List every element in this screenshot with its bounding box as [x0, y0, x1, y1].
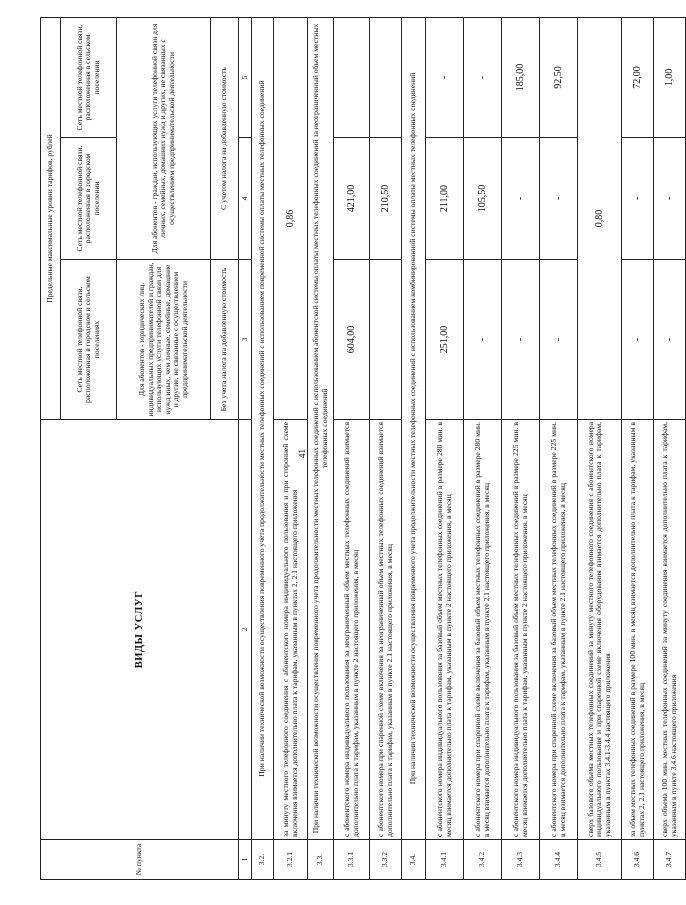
tariff-value-v3: 604,00 — [334, 260, 370, 420]
page-number: 41 — [297, 449, 307, 458]
tariff-value-v4: - — [654, 138, 686, 260]
row-number: 3.4.7 — [654, 840, 686, 880]
column-number-3: 3 — [239, 260, 252, 420]
tariff-value-v4: - — [622, 138, 654, 260]
table-row — [654, 17, 686, 879]
row-number: 3.3.2 — [370, 840, 402, 880]
service-description: сверх объема 100 мин. местных телефонных соединений за минуту соединения взимается дополнительно плата к тарифам, указанным в пункте 3.4.6 настоящего приложения — [654, 420, 686, 840]
row-number: 3.4.4 — [540, 840, 578, 880]
tariff-value-v4: 105,50 — [464, 138, 502, 260]
table-row — [308, 17, 334, 879]
row-number: 3.4.3 — [502, 840, 540, 880]
tariff-value-v3: - — [540, 260, 578, 420]
row-number: 3.4.6 — [622, 840, 654, 880]
row-number: 3.2. — [252, 840, 274, 880]
row-number: 3.3. — [308, 840, 334, 880]
column-number-5: 5 — [239, 17, 252, 137]
table-row — [334, 17, 370, 879]
table-row — [622, 17, 654, 879]
service-description: с абонентского номера при спаренной схеме включения за базовый объем местных телефонных соединений в размере 225 мин. в месяц взимается дополнительно плата к тарифам, указанным в пункте 2.1 настоящего приложения, в месяц — [540, 420, 578, 840]
tariff-value-all: 0,80 — [578, 17, 622, 419]
row-number: 3.4. — [402, 840, 426, 880]
header-tariff-group: Предельные максимальные уровни тарифов, рублей — [41, 17, 61, 419]
table-row — [426, 17, 464, 879]
tariff-value-v5 — [334, 17, 370, 137]
service-description: сверх базового объема местных телефонных соединений за минуту местного телефонного соединения с абонентского номера индивидуального пользования и при спаренной схеме включения оборудования взимается дополнительно плата к тарифам, указанным в пунктах 3.4.1-3.4.4 настоящего приложения — [578, 420, 622, 840]
column-number-4: 4 — [239, 138, 252, 260]
table-row — [274, 17, 308, 879]
tariff-value-v4: 210,50 — [370, 138, 402, 260]
row-number: 3.3.1 — [334, 840, 370, 880]
table-row — [402, 17, 426, 879]
tariff-value-v3: - — [654, 260, 686, 420]
tariff-table — [40, 17, 686, 880]
section-heading: При наличии технической возможности осуществления повременного учета продолжительности местных телефонных соединений с использованием комбинированной системы оплаты местных телефонных соединений — [402, 17, 426, 839]
header-net-city: Сеть местной телефонной связи, расположенная в городском и сельском поселениях — [61, 260, 117, 420]
header-vat-excluded: Без учета налога на добавленную стоимость — [211, 260, 239, 420]
row-number: 3.4.5 — [578, 840, 622, 880]
tariff-value-v3 — [370, 260, 402, 420]
tariff-value-v5 — [370, 17, 402, 137]
row-number: 3.4.1 — [426, 840, 464, 880]
tariff-value-v5: - — [464, 17, 502, 137]
table-row — [370, 17, 402, 879]
tariff-value-v4: 421,00 — [334, 138, 370, 260]
service-description: с абонентского номера при спаренной схеме включения за базовый объем местных телефонных соединений в размере 280 мин. в месяц взимается дополнительно плата к тарифам, указанным в пункте 2.1 настоящего приложения, в месяц — [464, 420, 502, 840]
header-subscribers-citizens: Для абонентов - граждан, использующих услуги телефонной связи для личных, семейных, домашних нужд и других, не связанных с осуществлением предпринимательской деятельности — [117, 17, 211, 259]
row-number: 3.2.1 — [274, 840, 308, 880]
table-row — [578, 17, 622, 879]
table-row — [464, 17, 502, 879]
tariff-value-v3: - — [502, 260, 540, 420]
header-services: ВИДЫ УСЛУГ — [41, 420, 239, 840]
tariff-value-v4: 211,00 — [426, 138, 464, 260]
service-description: с абонентского номера индивидуального пользования за неограниченный объем местных телефонных соединений взимается дополнительно плата к тарифам, указанным в пункте 2 настоящего приложения, в месяц — [334, 420, 370, 840]
header-net-urban: Сеть местной телефонной связи, расположенная в городском поселении — [61, 138, 117, 260]
tariff-value-v4: - — [502, 138, 540, 260]
service-description: за минуту местного телефонного соединения с абонентского номера индивидуального пользования и при сторонней схеме включения взимается дополнительно плата к тарифам, указанным в пунктах 2, 2.1 настоящего приложения — [274, 420, 308, 840]
tariff-value-v3: - — [464, 260, 502, 420]
header-vat-included: С учетом налога на добавленную стоимость — [211, 17, 239, 259]
table-row — [540, 17, 578, 879]
tariff-table-rotated — [40, 18, 678, 880]
table-row — [252, 17, 274, 879]
header-net-rural: Сеть местной телефонной связи, расположенная в сельском поселении — [61, 17, 117, 137]
table-row — [502, 17, 540, 879]
tariff-value-v5: 1,00 — [654, 17, 686, 137]
section-heading: При наличии технической возможности осуществления повременного учета продолжительности местных телефонных соединений с использованием повременной системы оплаты местных телефонных соединений — [252, 17, 274, 839]
tariff-value-v5: 185,00 — [502, 17, 540, 137]
column-number-1: 1 — [239, 840, 252, 880]
tariff-value-v3: - — [622, 260, 654, 420]
service-description: с абонентского номера при спаренной схеме включения за неограниченный объем местных телефонных соединений взимается дополнительно плата к тарифам, указанным в пункте 2.1 настоящего приложения, в месяц — [370, 420, 402, 840]
header-num: № пункта — [41, 840, 239, 880]
service-description: за объем местных телефонных соединений в размере 100 мин. в месяц взимается дополнительно плата к тарифам, указанным в пунктах 2, 2.1 настоящего приложения, в месяц — [622, 420, 654, 840]
tariff-value-v5: - — [426, 17, 464, 137]
tariff-value-v5: 72,00 — [622, 17, 654, 137]
tariff-value-v3: 251,00 — [426, 260, 464, 420]
tariff-value-v5: 92,50 — [540, 17, 578, 137]
header-subscribers-legal: Для абонентов - юридических лиц, индивидуальных предпринимателей и граждан, использующих услуги телефонной связи для нужд иных, чем личные, семейные, домашние и другие, не связанные с осуществлением предпринимательской деятельности — [117, 260, 211, 420]
row-number: 3.4.2 — [464, 840, 502, 880]
section-heading: При наличии технической возможности осуществления повременного учета продолжительности местных телефонных соединений с использованием абонентской системы оплаты местных телефонных соединений за неограниченный объем местных телефонных соединений — [308, 17, 334, 839]
tariff-value-all: 0,86 — [274, 17, 308, 419]
service-description: с абонентского номера индивидуального пользования за базовый объем местных телефонных соединений в размере 280 мин. в месяц взимается дополнительно плата к тарифам, указанным в пункте 2 настоящего приложения, в месяц — [426, 420, 464, 840]
service-description: с абонентского номера индивидуального пользования за базовый объем местных телефонных соединений в размере 225 мин. в месяц взимается дополнительно плата к тарифам, указанным в пункте 2 настоящего приложения, в месяц — [502, 420, 540, 840]
column-number-2: 2 — [239, 420, 252, 840]
tariff-value-v4: - — [540, 138, 578, 260]
